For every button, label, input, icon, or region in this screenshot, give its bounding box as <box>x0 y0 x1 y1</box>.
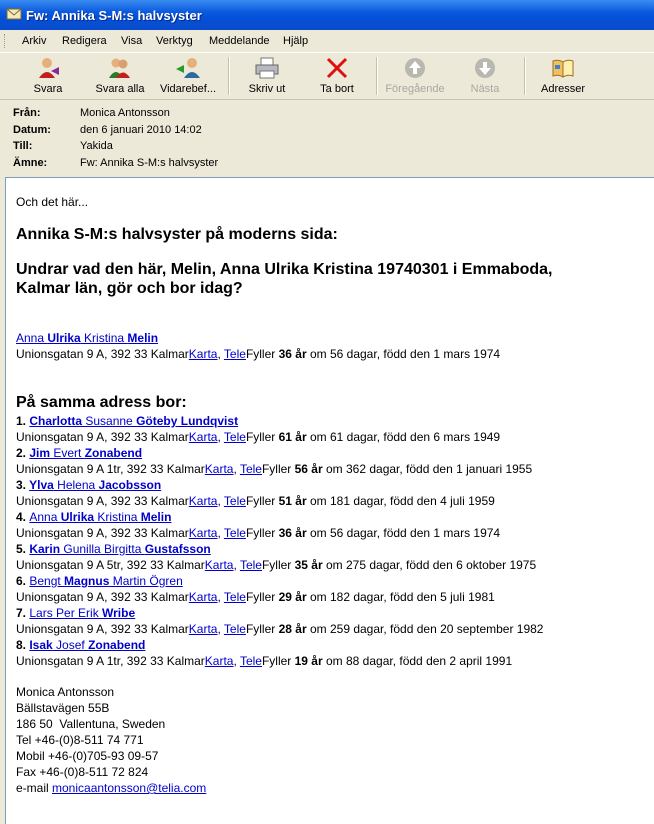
age-text: 36 år <box>278 526 307 540</box>
tele-link[interactable]: Tele <box>239 654 262 668</box>
reply-person-icon <box>35 57 61 79</box>
resident-name-link[interactable]: Ulrika <box>60 510 95 524</box>
resident-name-link[interactable]: Bengt <box>29 574 65 588</box>
birth-text: om 362 dagar, född den 1 januari 1955 <box>322 462 533 476</box>
resident-name-link[interactable]: Susanne <box>82 414 137 428</box>
resident-name-link[interactable]: Kristina <box>94 510 141 524</box>
name-part[interactable]: Kristina <box>80 331 128 345</box>
resident-name-line <box>16 638 145 652</box>
resident-details-line <box>16 654 512 668</box>
resident-number: 3. <box>16 478 30 492</box>
address-text: Unionsgatan 9 A, 392 33 Kalmar <box>16 526 189 540</box>
resident-name-link[interactable]: Magnus <box>64 574 110 588</box>
resident-number: 2. <box>16 446 30 460</box>
resident-name-line <box>16 542 211 556</box>
signature-street: Bällstavägen 55B <box>16 701 110 715</box>
karta-link[interactable]: Karta <box>204 462 234 476</box>
name-part[interactable]: Ulrika <box>47 331 81 345</box>
tele-link[interactable]: Tele <box>223 347 246 361</box>
reply-all-button[interactable] <box>90 55 150 97</box>
age-text: 19 år <box>294 654 323 668</box>
main-person-name-link[interactable] <box>16 331 158 345</box>
tele-link[interactable]: Tele <box>239 462 262 476</box>
mail-envelope-icon <box>6 7 22 21</box>
reply-all-people-icon <box>107 57 133 79</box>
tele-link[interactable]: Tele <box>223 526 246 540</box>
address-text: Unionsgatan 9 A, 392 33 Kalmar <box>16 590 189 604</box>
menu-redigera[interactable]: Redigera <box>62 35 107 47</box>
forward-button[interactable] <box>157 55 219 97</box>
to-value: Yakida <box>80 140 113 152</box>
resident-name-link[interactable]: Karin <box>29 542 61 556</box>
resident-name-link[interactable]: Helena <box>53 478 99 492</box>
tele-link[interactable]: Tele <box>239 558 262 572</box>
address-book-icon <box>550 57 576 79</box>
main-person-details <box>16 347 500 361</box>
resident-name-link[interactable]: Zonabend <box>84 446 143 460</box>
menu-visa[interactable]: Visa <box>121 35 143 47</box>
separator-text: , <box>217 590 224 604</box>
name-part[interactable]: Melin <box>127 331 159 345</box>
karta-link[interactable]: Karta <box>204 654 234 668</box>
resident-name-line <box>16 446 142 460</box>
birth-text: om 88 dagar, född den 2 april 1991 <box>322 654 513 668</box>
karta-link[interactable]: Karta <box>188 526 218 540</box>
toolbar-separator <box>376 57 378 95</box>
signature-city: 186 50 Vallentuna, Sweden <box>16 717 166 731</box>
menu-meddelande[interactable]: Meddelande <box>209 35 270 47</box>
age-text: 56 år <box>294 462 323 476</box>
resident-number: 4. <box>16 510 30 524</box>
menu-verktyg[interactable]: Verktyg <box>156 35 193 47</box>
karta-link[interactable]: Karta <box>188 590 218 604</box>
karta-link[interactable]: Karta <box>188 430 218 444</box>
print-button[interactable] <box>242 55 292 97</box>
date-value: den 6 januari 2010 14:02 <box>80 124 202 136</box>
fyller-text: Fyller <box>245 347 279 361</box>
karta-link[interactable]: Karta <box>188 347 218 361</box>
reply-label: Svara <box>33 83 63 95</box>
fyller-text: Fyller <box>261 558 295 572</box>
toolbar <box>0 53 654 100</box>
age-text: 36 år <box>278 347 307 361</box>
title-bar[interactable] <box>0 0 654 30</box>
fyller-text: Fyller <box>261 654 295 668</box>
menu-grip <box>4 34 8 48</box>
separator-text: , <box>217 430 224 444</box>
birth-text: om 61 dagar, född den 6 mars 1949 <box>306 430 501 444</box>
heading-halvsyster: Annika S-M:s halvsyster på moderns sida: <box>16 226 338 243</box>
separator-text: , <box>217 622 224 636</box>
resident-number: 7. <box>16 606 30 620</box>
address-text: Unionsgatan 9 A, 392 33 Kalmar <box>16 494 189 508</box>
resident-name-link[interactable]: Martin Ögren <box>109 574 183 588</box>
resident-name-link[interactable]: Göteby Lundqvist <box>136 414 239 428</box>
fyller-text: Fyller <box>245 430 279 444</box>
forward-label: Vidarebef... <box>159 83 217 95</box>
from-value: Monica Antonsson <box>80 107 170 119</box>
reply-button[interactable] <box>22 55 74 97</box>
toolbar-separator <box>228 57 230 95</box>
from-label: Från: <box>13 107 41 119</box>
separator-text: , <box>217 494 224 508</box>
separator-text: , <box>217 526 224 540</box>
resident-name-link[interactable]: Lars Per Erik <box>29 606 103 620</box>
resident-details-line <box>16 558 536 572</box>
signature-email <box>16 781 206 795</box>
fyller-text: Fyller <box>245 526 279 540</box>
resident-name-link[interactable]: Melin <box>140 510 172 524</box>
resident-number: 8. <box>16 638 30 652</box>
addresses-label: Adresser <box>540 83 586 95</box>
fyller-text: Fyller <box>245 622 279 636</box>
karta-link[interactable]: Karta <box>188 494 218 508</box>
address-text: Unionsgatan 9 A 5tr, 392 33 Kalmar <box>16 558 205 572</box>
date-label: Datum: <box>13 124 51 136</box>
message-header <box>0 100 654 176</box>
reply-all-label: Svara alla <box>95 83 145 95</box>
same-address-heading: På samma adress bor: <box>16 394 187 411</box>
separator-text: , <box>233 654 240 668</box>
arrow-up-icon <box>402 57 428 79</box>
resident-details-line <box>16 462 532 476</box>
resident-details-line <box>16 622 543 636</box>
resident-name-line <box>16 414 238 428</box>
signature-tel: Tel +46-(0)8-511 74 771 <box>16 733 144 747</box>
toolbar-separator <box>524 57 526 95</box>
next-button[interactable] <box>460 55 510 97</box>
resident-name-link[interactable]: Ylva <box>29 478 54 492</box>
next-label: Nästa <box>470 83 500 95</box>
birth-text: om 275 dagar, född den 6 oktober 1975 <box>322 558 537 572</box>
resident-name-line <box>16 606 135 620</box>
delete-label: Ta bort <box>320 83 354 95</box>
name-part[interactable]: Anna <box>16 331 48 345</box>
resident-name-link[interactable]: Zonabend <box>88 638 146 652</box>
age-text: 28 år <box>278 622 307 636</box>
resident-name-link[interactable]: Wribe <box>102 606 136 620</box>
delete-x-icon <box>324 57 350 79</box>
window-title: Fw: Annika S-M:s halvsyster <box>26 8 202 23</box>
heading-question-line1: Undrar vad den här, Melin, Anna Ulrika Kristina 19740301 i Emmaboda, <box>16 261 553 278</box>
fyller-text: Fyller <box>245 494 279 508</box>
address-text: Unionsgatan 9 A, 392 33 Kalmar <box>16 622 189 636</box>
birth-text: om 56 dagar, född den 1 mars 1974 <box>306 526 501 540</box>
resident-number: 6. <box>16 574 30 588</box>
tele-link[interactable]: Tele <box>223 622 246 636</box>
menu-arkiv[interactable]: Arkiv <box>22 35 47 47</box>
previous-button[interactable] <box>383 55 447 97</box>
intro-text: Och det här... <box>16 195 89 209</box>
separator-text: , <box>233 558 240 572</box>
birth-text: om 56 dagar, född den 1 mars 1974 <box>306 347 501 361</box>
heading-question-line2: Kalmar län, gör och bor idag? <box>16 280 243 297</box>
resident-name-link[interactable]: Isak <box>29 638 53 652</box>
resident-name-link[interactable]: Charlotta <box>29 414 83 428</box>
subject-value: Fw: Annika S-M:s halvsyster <box>80 157 219 169</box>
resident-name-line <box>16 574 183 588</box>
resident-name-link[interactable]: Gunilla Birgitta <box>60 542 145 556</box>
resident-name-link[interactable]: Jim <box>29 446 51 460</box>
resident-name-link[interactable]: Gustafsson <box>144 542 211 556</box>
birth-text: om 181 dagar, född den 4 juli 1959 <box>306 494 495 508</box>
menu-hjalp[interactable]: Hjälp <box>283 35 309 47</box>
address-text: Unionsgatan 9 A, 392 33 Kalmar <box>16 430 189 444</box>
previous-label: Föregående <box>385 83 445 95</box>
resident-name-link[interactable]: Jacobsson <box>98 478 162 492</box>
addresses-button[interactable] <box>537 55 589 97</box>
resident-details-line <box>16 590 495 604</box>
tele-link[interactable]: Tele <box>223 590 246 604</box>
delete-button[interactable] <box>312 55 362 97</box>
age-text: 29 år <box>278 590 307 604</box>
age-text: 61 år <box>278 430 307 444</box>
message-body[interactable] <box>5 177 654 824</box>
tele-link[interactable]: Tele <box>223 430 246 444</box>
forward-person-icon <box>175 57 201 79</box>
signature-mobile: Mobil +46-(0)705-93 09-57 <box>16 749 159 763</box>
address-text: Unionsgatan 9 A, 392 33 Kalmar <box>16 347 189 361</box>
resident-details-line <box>16 526 500 540</box>
birth-text: om 182 dagar, född den 5 juli 1981 <box>306 590 495 604</box>
karta-link[interactable]: Karta <box>204 558 234 572</box>
resident-name-line <box>16 478 161 492</box>
tele-link[interactable]: Tele <box>223 494 246 508</box>
resident-name-link[interactable]: Anna <box>29 510 61 524</box>
resident-name-line <box>16 510 171 524</box>
signature-name: Monica Antonsson <box>16 685 115 699</box>
print-label: Skriv ut <box>248 83 286 95</box>
resident-name-link[interactable]: Evert <box>50 446 85 460</box>
subject-label: Ämne: <box>13 157 48 169</box>
resident-number: 1. <box>16 414 30 428</box>
resident-number: 5. <box>16 542 30 556</box>
age-text: 35 år <box>294 558 323 572</box>
email-label: e-mail <box>16 781 53 795</box>
resident-name-link[interactable]: Josef <box>52 638 89 652</box>
printer-icon <box>254 57 280 79</box>
separator-text: , <box>217 347 224 361</box>
menu-bar <box>0 30 654 53</box>
address-text: Unionsgatan 9 A 1tr, 392 33 Kalmar <box>16 462 205 476</box>
birth-text: om 259 dagar, född den 20 september 1982 <box>306 622 544 636</box>
age-text: 51 år <box>278 494 307 508</box>
separator-text: , <box>233 462 240 476</box>
address-text: Unionsgatan 9 A 1tr, 392 33 Kalmar <box>16 654 205 668</box>
arrow-down-icon <box>472 57 498 79</box>
resident-details-line <box>16 430 500 444</box>
signature-fax: Fax +46-(0)8-511 72 824 <box>16 765 149 779</box>
email-link[interactable]: monicaantonsson@telia.com <box>52 781 207 795</box>
fyller-text: Fyller <box>261 462 295 476</box>
to-label: Till: <box>13 140 33 152</box>
fyller-text: Fyller <box>245 590 279 604</box>
resident-details-line <box>16 494 495 508</box>
karta-link[interactable]: Karta <box>188 622 218 636</box>
